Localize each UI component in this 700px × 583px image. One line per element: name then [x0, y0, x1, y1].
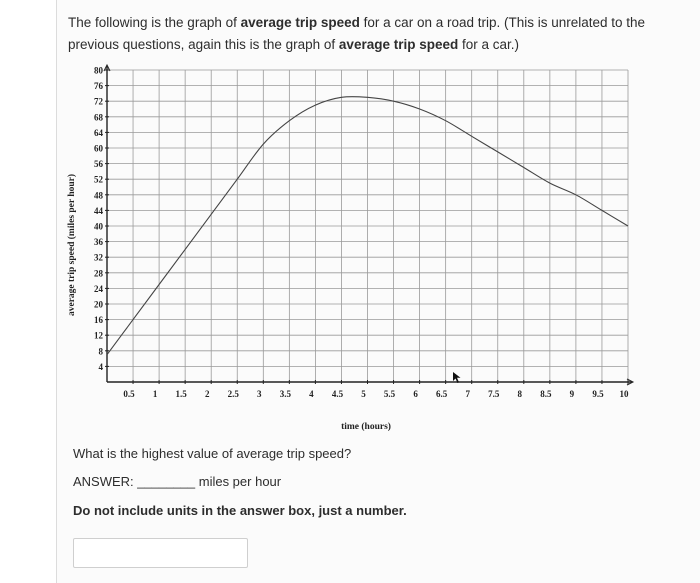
x-tick-label: 6 [413, 389, 418, 399]
question-intro: The following is the graph of [68, 15, 241, 30]
x-tick-label: 4.5 [331, 389, 344, 399]
x-tick-label: 3.5 [279, 389, 291, 399]
x-tick-label: 2.5 [227, 389, 239, 399]
y-axis-label: average trip speed (miles per hour) [67, 173, 77, 317]
y-tick-label: 80 [94, 65, 103, 76]
prompt-text: What is the highest value of average trip speed? [73, 446, 352, 461]
y-tick-label: 24 [94, 283, 103, 294]
answer-input[interactable] [73, 538, 248, 568]
y-tick-label: 52 [94, 174, 103, 185]
x-tick-label: 3 [257, 389, 262, 399]
x-tick-label: 1.5 [175, 389, 187, 399]
y-tick-label: 64 [94, 127, 103, 138]
question-middle: for a car on a road trip. (This is unrelated to the previous questions, again this is the graph of [68, 15, 646, 52]
y-tick-label: 44 [94, 205, 103, 216]
y-tick-label: 16 [94, 315, 103, 326]
question-end: for a car.) [458, 37, 520, 52]
y-tick-label: 4 [98, 361, 103, 372]
answer-line: ANSWER: ________ miles per hour [73, 474, 282, 489]
question-text [68, 12, 668, 56]
x-tick-label: 1 [152, 389, 158, 399]
x-tick-label: 10 [619, 389, 629, 399]
x-tick-label: 8 [517, 389, 523, 399]
x-tick-label: 8.5 [540, 389, 552, 399]
y-tick-label: 8 [98, 346, 103, 357]
x-tick-label: 7 [465, 389, 470, 399]
instruction-note: Do not include units in the answer box, just a number. [73, 503, 407, 518]
y-tick-label: 48 [94, 190, 103, 201]
question-bold-1: average trip speed [240, 15, 360, 30]
y-tick-label: 40 [94, 221, 103, 232]
y-tick-label: 56 [94, 159, 103, 170]
y-tick-label: 32 [94, 252, 103, 263]
y-tick-label: 28 [94, 268, 103, 279]
y-tick-label: 60 [94, 143, 103, 154]
x-tick-label: 5 [361, 389, 366, 399]
x-tick-label: 9.5 [592, 389, 604, 399]
x-tick-label: 9 [569, 389, 575, 399]
chart-grid [107, 70, 628, 382]
y-tick-label: 12 [94, 330, 103, 341]
x-tick-label: 7.5 [488, 389, 500, 399]
x-tick-label: 0.5 [123, 389, 135, 399]
y-tick-label: 36 [94, 237, 103, 248]
x-tick-label: 4 [309, 389, 314, 399]
chart-axes [104, 65, 633, 385]
y-tick-label: 68 [94, 112, 103, 123]
y-tick-label: 20 [94, 299, 103, 310]
question-bold-2: average trip speed [338, 37, 459, 52]
y-tick-label: 72 [94, 96, 103, 107]
x-tick-label: 2 [204, 389, 210, 399]
x-tick-label: 5.5 [383, 389, 396, 399]
x-axis-label: time (hours) [341, 422, 391, 432]
x-tick-labels [123, 380, 629, 399]
y-tick-label: 76 [94, 81, 103, 92]
x-tick-label: 6.5 [436, 389, 448, 399]
speed-chart [60, 62, 640, 434]
